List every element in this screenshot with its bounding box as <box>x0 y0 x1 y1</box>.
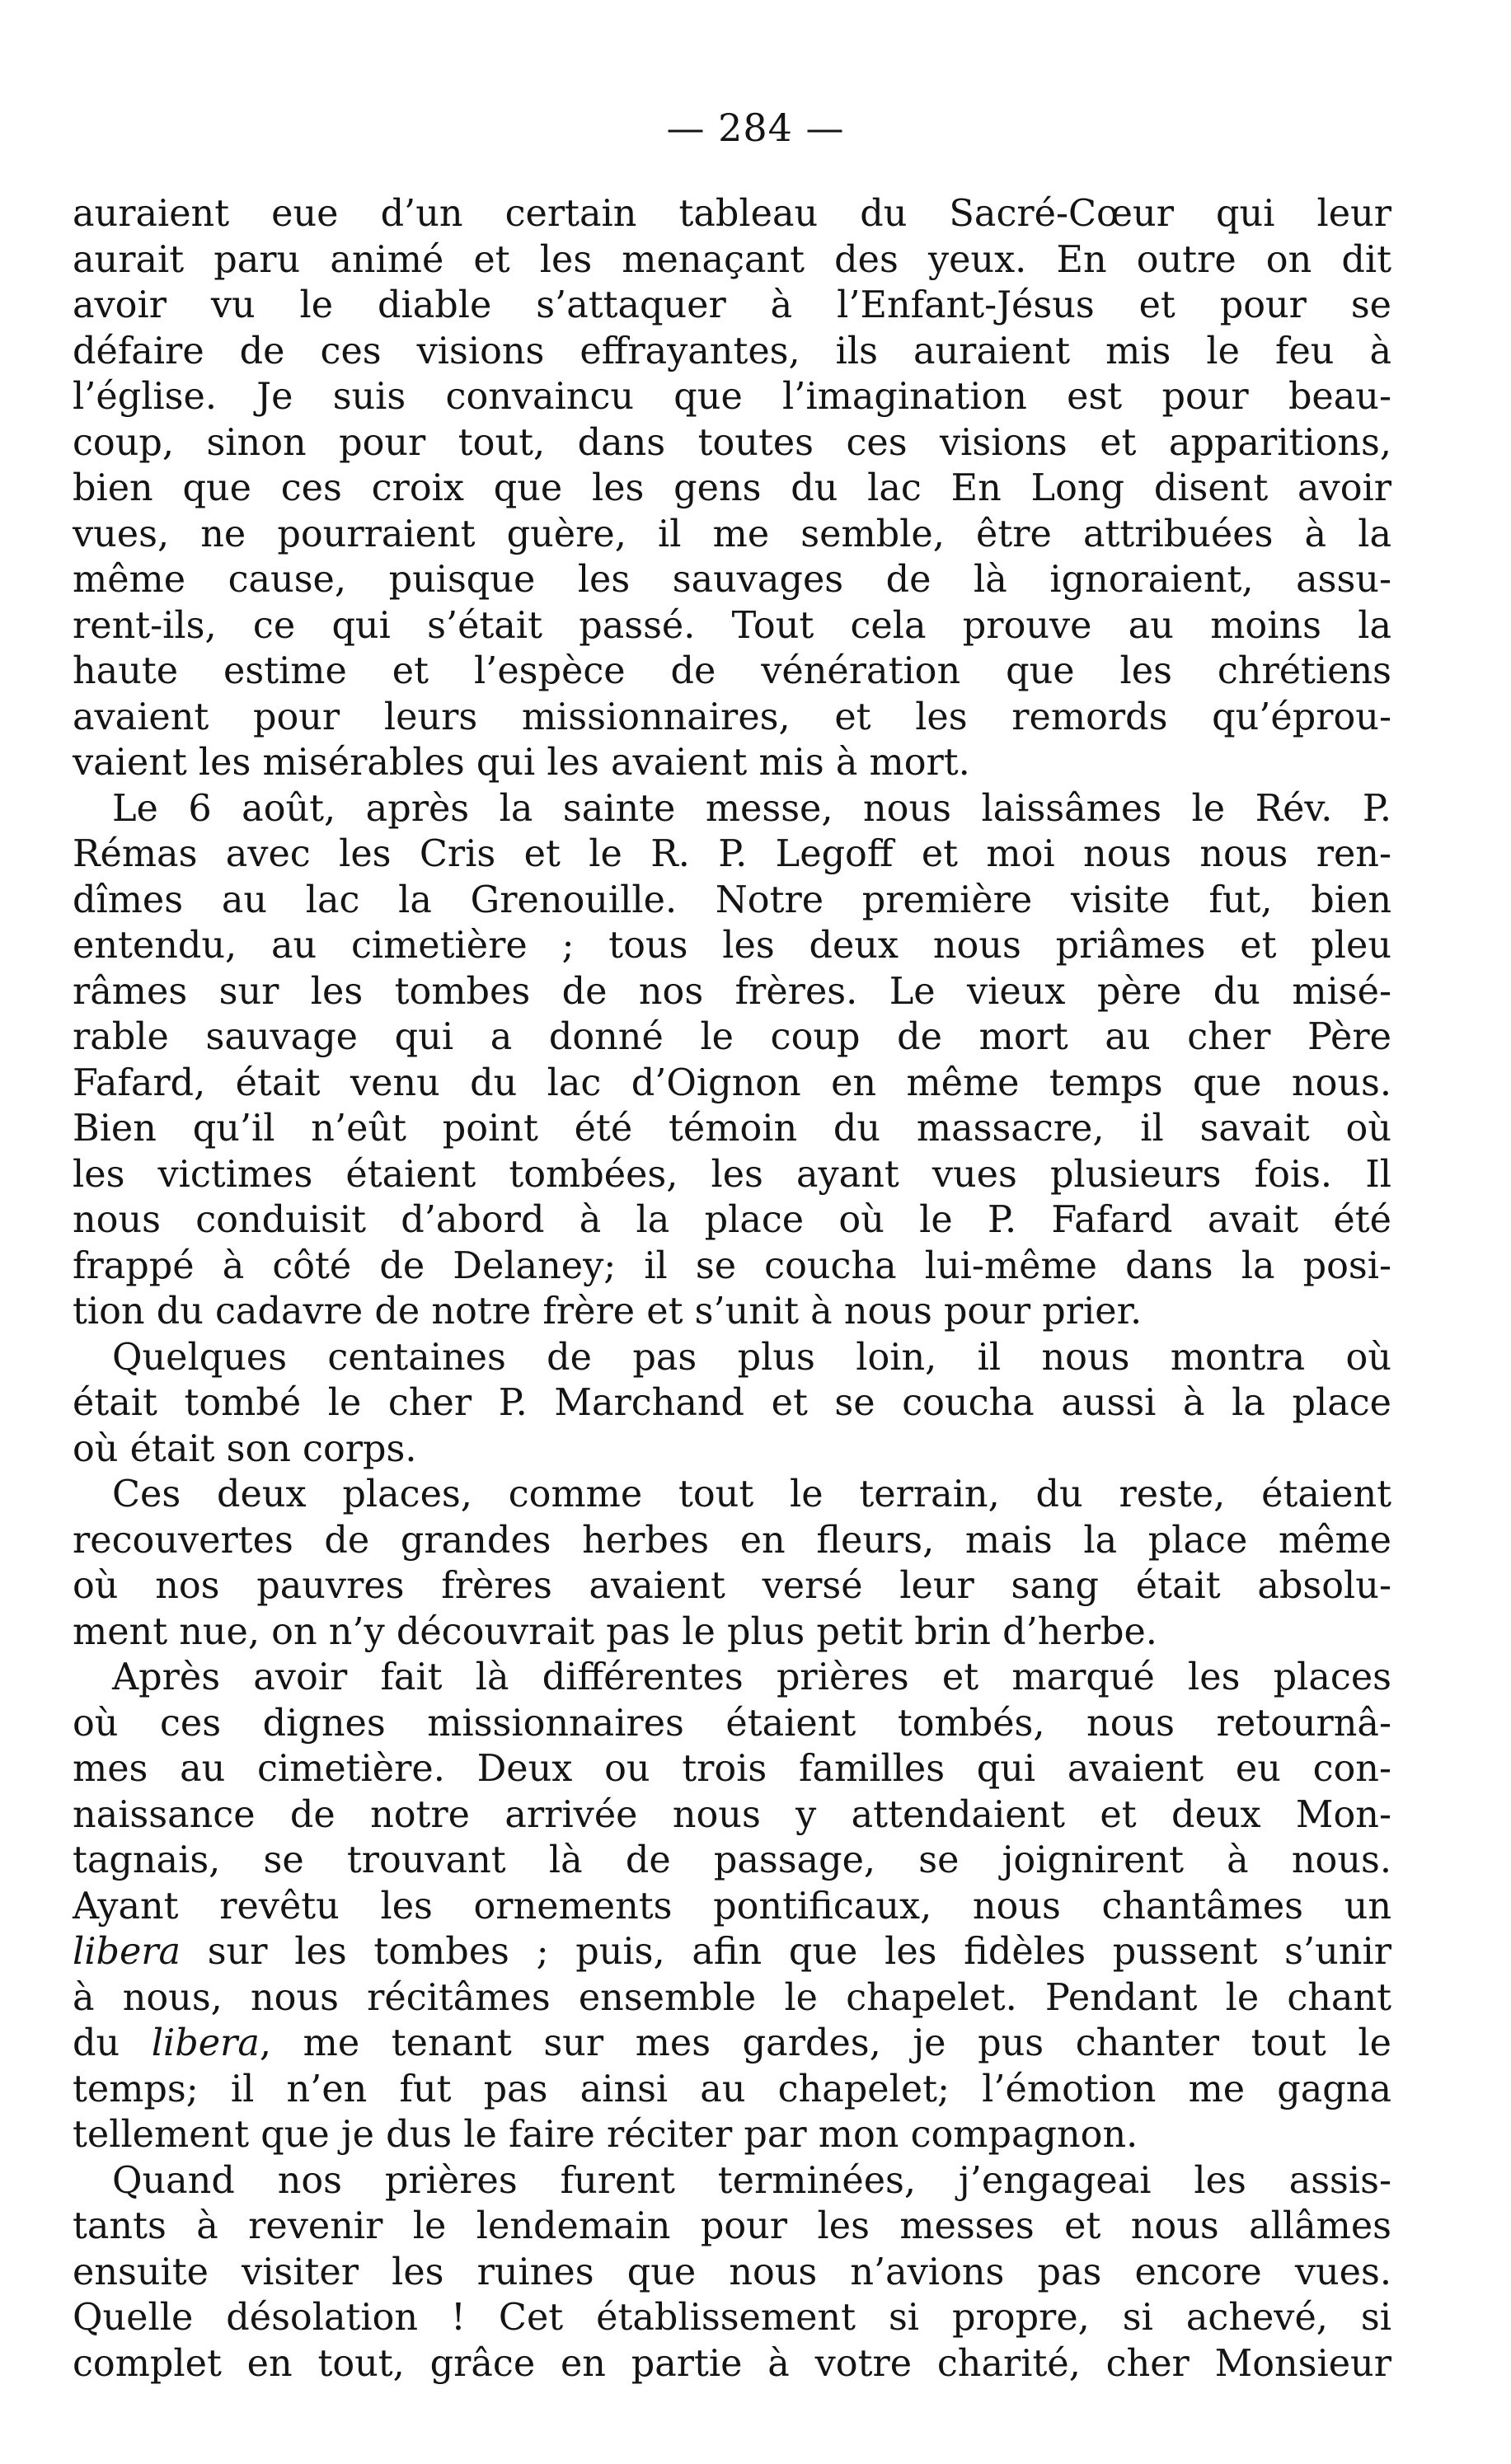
text-line: auraient eue d’un certain tableau du Sacré-Cœur qui leur <box>73 193 1391 235</box>
text-line: Quand nos prières furent terminées, j’engageai les assis- <box>112 2159 1391 2202</box>
text-line: ensuite visiter les ruines que nous n’avions pas encore vues. <box>73 2251 1391 2293</box>
body-text <box>73 191 1391 2387</box>
text-line: entendu, au cimetière ; tous les deux nous priâmes et pleu <box>73 925 1391 967</box>
text-segment: sur les tombes ; puis, afin que les fidèles pussent s’unir <box>181 1931 1391 1973</box>
text-line: coup, sinon pour tout, dans toutes ces visions et apparitions, <box>73 421 1391 464</box>
text-line: complet en tout, grâce en partie à votre charité, cher Monsieur <box>73 2342 1391 2385</box>
text-line <box>73 2021 1391 2067</box>
text-line: vaient les misérables qui les avaient mis à mort. <box>73 742 970 784</box>
text-segment: du <box>73 2022 152 2064</box>
text-line: défaire de ces visions effrayantes, ils auraient mis le feu à <box>73 330 1391 372</box>
italic-word: libera <box>73 1931 181 1973</box>
text-line: vues, ne pourraient guère, il me semble, être attribuées à la <box>73 513 1391 555</box>
text-line: avaient pour leurs missionnaires, et les remords qu’éprou- <box>73 696 1391 738</box>
text-line: les victimes étaient tombées, les ayant vues plusieurs fois. Il <box>73 1153 1391 1196</box>
text-line: Ces deux places, comme tout le terrain, du reste, étaient <box>112 1473 1391 1515</box>
text-line: râmes sur les tombes de nos frères. Le vieux père du misé- <box>73 970 1391 1013</box>
text-line: Quelques centaines de pas plus loin, il nous montra où <box>112 1336 1391 1379</box>
text-line: rent-ils, ce qui s’était passé. Tout cela prouve au moins la <box>73 604 1391 647</box>
text-line: Ayant revêtu les ornements pontificaux, nous chantâmes un <box>73 1885 1391 1928</box>
text-line <box>73 1929 1391 1975</box>
text-line: naissance de notre arrivée nous y attendaient et deux Mon- <box>73 1793 1391 1836</box>
text-line: tellement que je dus le faire réciter par mon compagnon. <box>73 2114 1138 2156</box>
text-line: tagnais, se trouvant là de passage, se joignirent à nous. <box>73 1839 1391 1881</box>
text-line: ment nue, on n’y découvrait pas le plus petit brin d’herbe. <box>73 1610 1157 1653</box>
text-line: où était son corps. <box>73 1427 417 1470</box>
text-line: tion du cadavre de notre frère et s’unit à nous pour prier. <box>73 1291 1143 1333</box>
text-line: Bien qu’il n’eût point été témoin du massacre, il savait où <box>73 1108 1391 1150</box>
text-line: Après avoir fait là différentes prières et marqué les places <box>112 1656 1391 1698</box>
page-number: — 284 — <box>666 105 845 150</box>
text-line: frappé à côté de Delaney; il se coucha lui-même dans la posi- <box>73 1244 1391 1287</box>
text-line: Fafard, était venu du lac d’Oignon en même temps que nous. <box>73 1061 1391 1104</box>
text-line: Quelle désolation ! Cet établissement si propre, si achevé, si <box>73 2297 1391 2339</box>
text-line: recouvertes de grandes herbes en fleurs, mais la place même <box>73 1519 1391 1562</box>
text-line: dîmes au lac la Grenouille. Notre première visite fut, bien <box>73 878 1391 921</box>
text-line: aurait paru animé et les menaçant des yeux. En outre on dit <box>73 238 1391 281</box>
text-segment: , me tenant sur mes gardes, je pus chanter tout le <box>259 2022 1391 2064</box>
italic-word: libera <box>151 2022 260 2064</box>
text-line: l’église. Je suis convaincu que l’imagination est pour beau- <box>73 376 1391 418</box>
text-line: nous conduisit d’abord à la place où le P. Fafard avait été <box>73 1199 1391 1241</box>
text-line: était tombé le cher P. Marchand et se coucha aussi à la place <box>73 1382 1391 1424</box>
text-line: où nos pauvres frères avaient versé leur sang était absolu- <box>73 1565 1391 1607</box>
text-line: rable sauvage qui a donné le coup de mort au cher Père <box>73 1016 1391 1058</box>
text-line: temps; il n’en fut pas ainsi au chapelet; l’émotion me gagna <box>73 2068 1391 2110</box>
text-line: haute estime et l’espèce de vénération que les chrétiens <box>73 650 1391 692</box>
text-line: avoir vu le diable s’attaquer à l’Enfant-Jésus et pour se <box>73 284 1391 326</box>
text-line: même cause, puisque les sauvages de là ignoraient, assu- <box>73 559 1391 601</box>
text-line: bien que ces croix que les gens du lac En Long disent avoir <box>73 467 1391 509</box>
text-line: où ces dignes missionnaires étaient tombés, nous retournâ- <box>73 1702 1391 1745</box>
text-line: Le 6 août, après la sainte messe, nous laissâmes le Rév. P. <box>112 787 1391 830</box>
text-line: tants à revenir le lendemain pour les messes et nous allâmes <box>73 2205 1391 2247</box>
text-line: Rémas avec les Cris et le R. P. Legoff et moi nous nous ren- <box>73 833 1391 875</box>
text-line: à nous, nous récitâmes ensemble le chapelet. Pendant le chant <box>73 1976 1391 2019</box>
text-line: mes au cimetière. Deux ou trois familles qui avaient eu con- <box>73 1748 1391 1790</box>
